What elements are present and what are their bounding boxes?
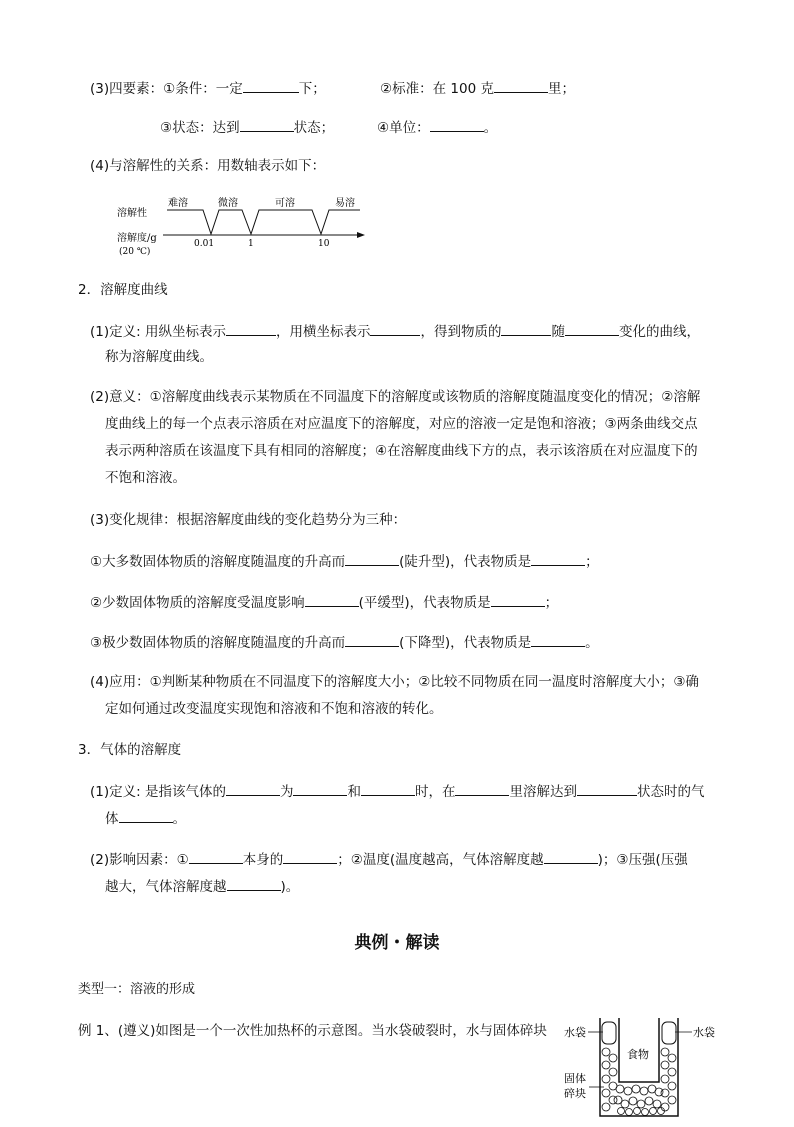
r2-c: ； (544, 595, 559, 611)
r1-c: ； (585, 554, 599, 570)
def-e: 变化的曲线， (618, 324, 700, 340)
r3-b: (下降型)，代表物质是 (399, 635, 532, 651)
unit-line (377, 116, 497, 138)
gd-g: 体 (105, 811, 119, 827)
r3-a: ③极少数固体物质的溶解度随温度的升高而 (90, 635, 346, 651)
s2-definition-line-1 (90, 320, 700, 342)
application-line-2: 定如何通过改变温度实现饱和溶液和不饱和溶液的转化。 (105, 701, 443, 717)
blank-abscissa[interactable] (370, 320, 420, 336)
gd-d: 时，在 (414, 784, 456, 800)
axis-arrow (357, 232, 365, 238)
f-b: 本身的 (242, 852, 284, 868)
blank-state[interactable] (240, 116, 294, 132)
label-solid-2: 碎块 (564, 1087, 586, 1100)
factors-line-1 (90, 848, 688, 870)
def-a: (1)定义: 用纵坐标表示 (90, 324, 226, 340)
gd-e: 里溶解达到 (509, 784, 577, 800)
condition-post: 下； (298, 81, 326, 97)
four-elements-line-1 (90, 77, 326, 99)
condition-text: ①条件：一定 (163, 81, 243, 97)
blank-gas-state[interactable] (577, 780, 637, 796)
def-c: ，得到物质的 (420, 324, 502, 340)
blank-factor-pressure[interactable] (227, 875, 281, 891)
heating-cup-svg (562, 1016, 732, 1123)
unit-text: ④单位： (377, 120, 430, 136)
blank-gas-water[interactable] (455, 780, 509, 796)
application-line-1: (4)应用：①判断某种物质在不同温度下的溶解度大小；②比较不同物质在同一温度时溶解度大小；③确 (90, 674, 699, 690)
f-a: (2)影响因素：① (90, 852, 189, 868)
relation-text: (4)与溶解性的关系：用数轴表示如下： (90, 158, 326, 174)
state-text: ③状态：达到 (160, 120, 240, 136)
type-1-heading: 类型一：溶液的形成 (78, 982, 196, 997)
blank-factor-property[interactable] (283, 848, 337, 864)
water-bag-left-shape (602, 1022, 616, 1044)
solubility-axis-diagram (115, 190, 375, 260)
tick-10: 10 (318, 239, 330, 249)
blank-r1-trend[interactable] (345, 550, 399, 566)
blank-gas-value[interactable] (293, 780, 347, 796)
gd-c: 和 (347, 784, 361, 800)
blank-standard[interactable] (494, 77, 548, 93)
blank-gas-temp[interactable] (361, 780, 415, 796)
example-1-text: 例 1、(遵义)如图是一个一次性加热杯的示意图。当水袋破裂时，水与固体碎块 (78, 1023, 547, 1039)
s2-definition-line-2: 称为溶解度曲线。 (105, 349, 213, 365)
blank-unit[interactable] (430, 116, 484, 132)
category-bracket-line (167, 210, 360, 234)
f-f: )。 (280, 879, 300, 895)
water-bag-right-shape (662, 1022, 676, 1044)
gd-a: (1)定义: 是指该气体的 (90, 784, 226, 800)
gd-b: 为 (279, 784, 294, 800)
f-e: 越大，气体溶解度越 (105, 879, 227, 895)
meaning-line-3: 表示两种溶质在该温度下具有相同的溶解度；④在溶解度曲线下方的点，表示该溶质在对应温度下的 (105, 443, 698, 459)
r2-b: (平缓型)，代表物质是 (358, 595, 491, 611)
blank-condition[interactable] (243, 77, 299, 93)
def-b: ，用横坐标表示 (275, 324, 371, 340)
meaning-line-1: (2)意义：①溶解度曲线表示某物质在不同温度下的溶解度或该物质的溶解度随温度变化的情况；②溶解 (90, 389, 701, 405)
r3-c: 。 (585, 635, 599, 651)
tick-1: 1 (248, 239, 254, 249)
heating-cup-figure (562, 1016, 732, 1123)
meaning-line-4: 不饱和溶液。 (105, 470, 186, 486)
cat-yirong: 易溶 (335, 198, 355, 209)
label-water-bag-left: 水袋 (564, 1026, 586, 1039)
meaning-line-2: 度曲线上的每一个点表示溶质在对应温度下的溶解度，对应的溶液一定是饱和溶液；③两条曲线交点 (105, 416, 698, 432)
cat-weirong: 微溶 (218, 198, 238, 209)
cup-outer-wall (600, 1018, 678, 1116)
def-d: 随 (551, 324, 565, 340)
section-2-heading: 2．溶解度曲线 (78, 282, 168, 298)
blank-r3-substance[interactable] (531, 631, 585, 647)
row-label-degree: 溶解度/g (117, 233, 157, 244)
blank-factor-temp[interactable] (544, 848, 598, 864)
standard-post: 里； (547, 81, 575, 97)
f-c: ；②温度(温度越高，气体溶解度越 (337, 852, 544, 868)
examples-title: 典例・解读 (354, 933, 440, 953)
blank-r1-substance[interactable] (531, 550, 585, 566)
r1-a: ①大多数固体物质的溶解度随温度的升高而 (90, 554, 346, 570)
factors-line-2 (105, 875, 299, 897)
blank-r3-trend[interactable] (345, 631, 399, 647)
cat-kerong: 可溶 (275, 198, 295, 209)
rule-heading: (3)变化规律：根据溶解度曲线的变化趋势分为三种： (90, 512, 407, 528)
label-water-bag-right: 水袋 (693, 1026, 715, 1039)
r2-a: ②少数固体物质的溶解度受温度影响 (90, 595, 305, 611)
label-solid-1: 固体 (564, 1072, 586, 1085)
four-elements-label: (3)四要素： (90, 81, 164, 97)
gd-f: 状态时的气 (636, 784, 705, 800)
blank-r2-trend[interactable] (305, 591, 359, 607)
cat-nanrong: 难溶 (168, 198, 188, 209)
r1-b: (陡升型)，代表物质是 (399, 554, 532, 570)
blank-variable[interactable] (565, 320, 619, 336)
gas-definition-line-2 (105, 807, 186, 829)
state-line (160, 116, 334, 138)
tick-001: 0.01 (194, 239, 215, 249)
blank-quantity[interactable] (501, 320, 551, 336)
gas-definition-line-1 (90, 780, 704, 802)
gd-h: 。 (172, 811, 186, 827)
state-post: 状态； (293, 120, 335, 136)
blank-gas-volume[interactable] (119, 807, 173, 823)
standard-line (380, 77, 575, 99)
label-food: 食物 (627, 1048, 649, 1061)
unit-post: 。 (483, 120, 498, 136)
blank-r2-substance[interactable] (491, 591, 545, 607)
row-label-temp: (20 ℃) (119, 247, 151, 257)
rule-1 (90, 550, 599, 572)
blank-gas-pressure[interactable] (226, 780, 280, 796)
axis-svg (115, 190, 375, 260)
section-3-heading: 3．气体的溶解度 (78, 742, 182, 758)
blank-ordinate[interactable] (226, 320, 276, 336)
row-label-solubility: 溶解性 (117, 208, 147, 219)
f-d: )；③压强(压强 (597, 852, 688, 868)
blank-factor-gas[interactable] (189, 848, 243, 864)
standard-text: ②标准：在 100 克 (380, 81, 494, 97)
rule-3 (90, 631, 599, 653)
rule-2 (90, 591, 558, 613)
